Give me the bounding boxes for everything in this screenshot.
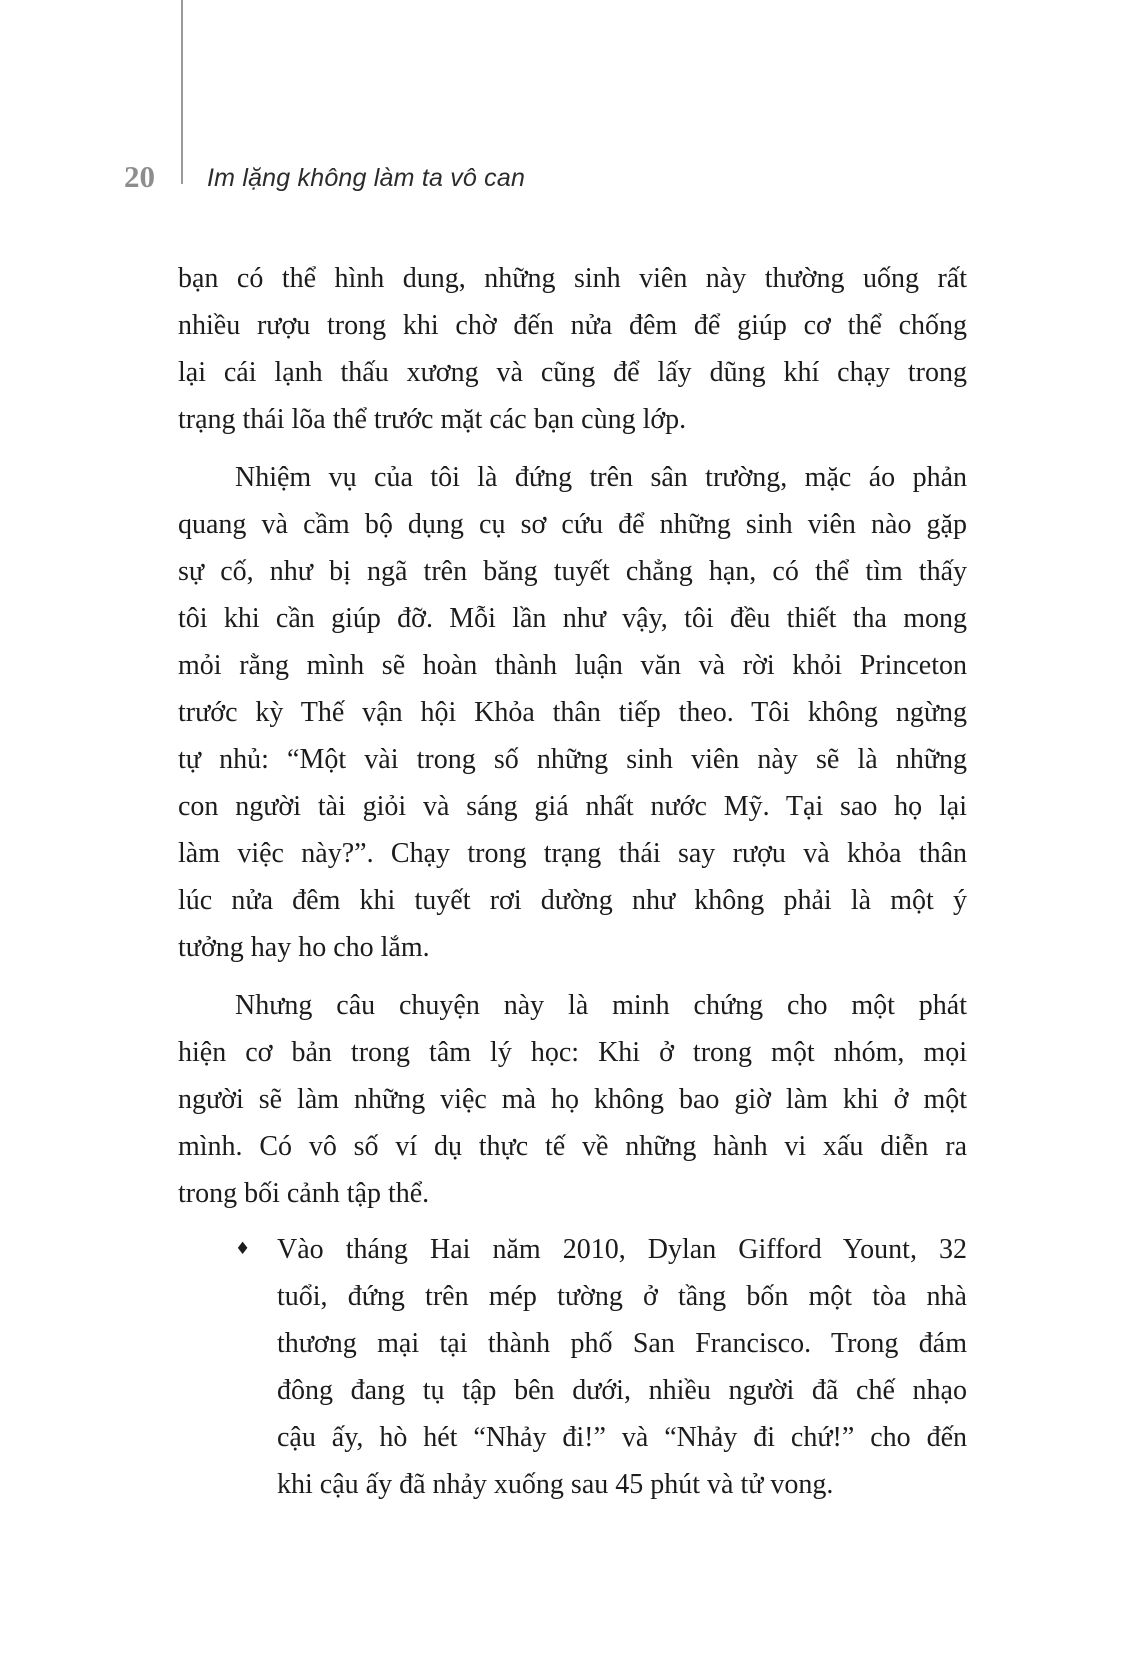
paragraph <box>178 255 967 443</box>
text-line: con người tài giỏi và sáng giá nhất nước Mỹ. Tại sao họ lại <box>178 791 967 822</box>
page-number: 20 <box>124 159 155 194</box>
text-line: lại cái lạnh thấu xương và cũng để lấy dũng khí chạy trong <box>178 357 967 388</box>
text-line: đông đang tụ tập bên dưới, nhiều người đã chế nhạo <box>277 1375 967 1406</box>
bullet-item <box>178 1226 967 1508</box>
bullet-diamond-icon: ♦ <box>235 1239 251 1259</box>
text-line: trước kỳ Thế vận hội Khỏa thân tiếp theo. Tôi không ngừng <box>178 697 967 728</box>
text-line: người sẽ làm những việc mà họ không bao giờ làm khi ở một <box>178 1084 967 1115</box>
text-line: tuổi, đứng trên mép tường ở tầng bốn một tòa nhà <box>277 1281 967 1312</box>
paragraph <box>178 982 967 1217</box>
running-title: Im lặng không làm ta vô can <box>207 164 526 192</box>
header-divider-rule <box>181 0 183 184</box>
text-line: trạng thái lõa thể trước mặt các bạn cùng lớp. <box>178 404 687 435</box>
text-line: tưởng hay ho cho lắm. <box>178 932 430 963</box>
text-line: Nhiệm vụ của tôi là đứng trên sân trường, mặc áo phản <box>235 462 967 493</box>
text-line: mình. Có vô số ví dụ thực tế về những hành vi xấu diễn ra <box>178 1131 967 1162</box>
text-line: Vào tháng Hai năm 2010, Dylan Gifford Yount, 32 <box>277 1234 967 1265</box>
text-line: lúc nửa đêm khi tuyết rơi dường như không phải là một ý <box>178 885 967 916</box>
text-line: nhiều rượu trong khi chờ đến nửa đêm để giúp cơ thể chống <box>178 310 967 341</box>
paragraph <box>178 454 967 971</box>
body-text <box>178 255 967 1508</box>
text-line: bạn có thể hình dung, những sinh viên này thường uống rất <box>178 263 967 294</box>
text-line: trong bối cảnh tập thể. <box>178 1178 430 1209</box>
text-line: làm việc này?”. Chạy trong trạng thái say rượu và khỏa thân <box>178 838 967 869</box>
text-line: Nhưng câu chuyện này là minh chứng cho một phát <box>235 990 967 1021</box>
text-line: khi cậu ấy đã nhảy xuống sau 45 phút và tử vong. <box>277 1469 834 1500</box>
text-line: thương mại tại thành phố San Francisco. Trong đám <box>277 1328 967 1359</box>
text-line: tự nhủ: “Một vài trong số những sinh viên này sẽ là những <box>178 744 967 775</box>
text-line: hiện cơ bản trong tâm lý học: Khi ở trong một nhóm, mọi <box>178 1037 967 1068</box>
text-line: mỏi rằng mình sẽ hoàn thành luận văn và rời khỏi Princeton <box>178 650 967 681</box>
text-line: sự cố, như bị ngã trên băng tuyết chẳng hạn, có thể tìm thấy <box>178 556 967 587</box>
text-line: quang và cầm bộ dụng cụ sơ cứu để những sinh viên nào gặp <box>178 509 967 540</box>
text-line: cậu ấy, hò hét “Nhảy đi!” và “Nhảy đi chứ!” cho đến <box>277 1422 967 1453</box>
text-line: tôi khi cần giúp đỡ. Mỗi lần như vậy, tôi đều thiết tha mong <box>178 603 967 634</box>
